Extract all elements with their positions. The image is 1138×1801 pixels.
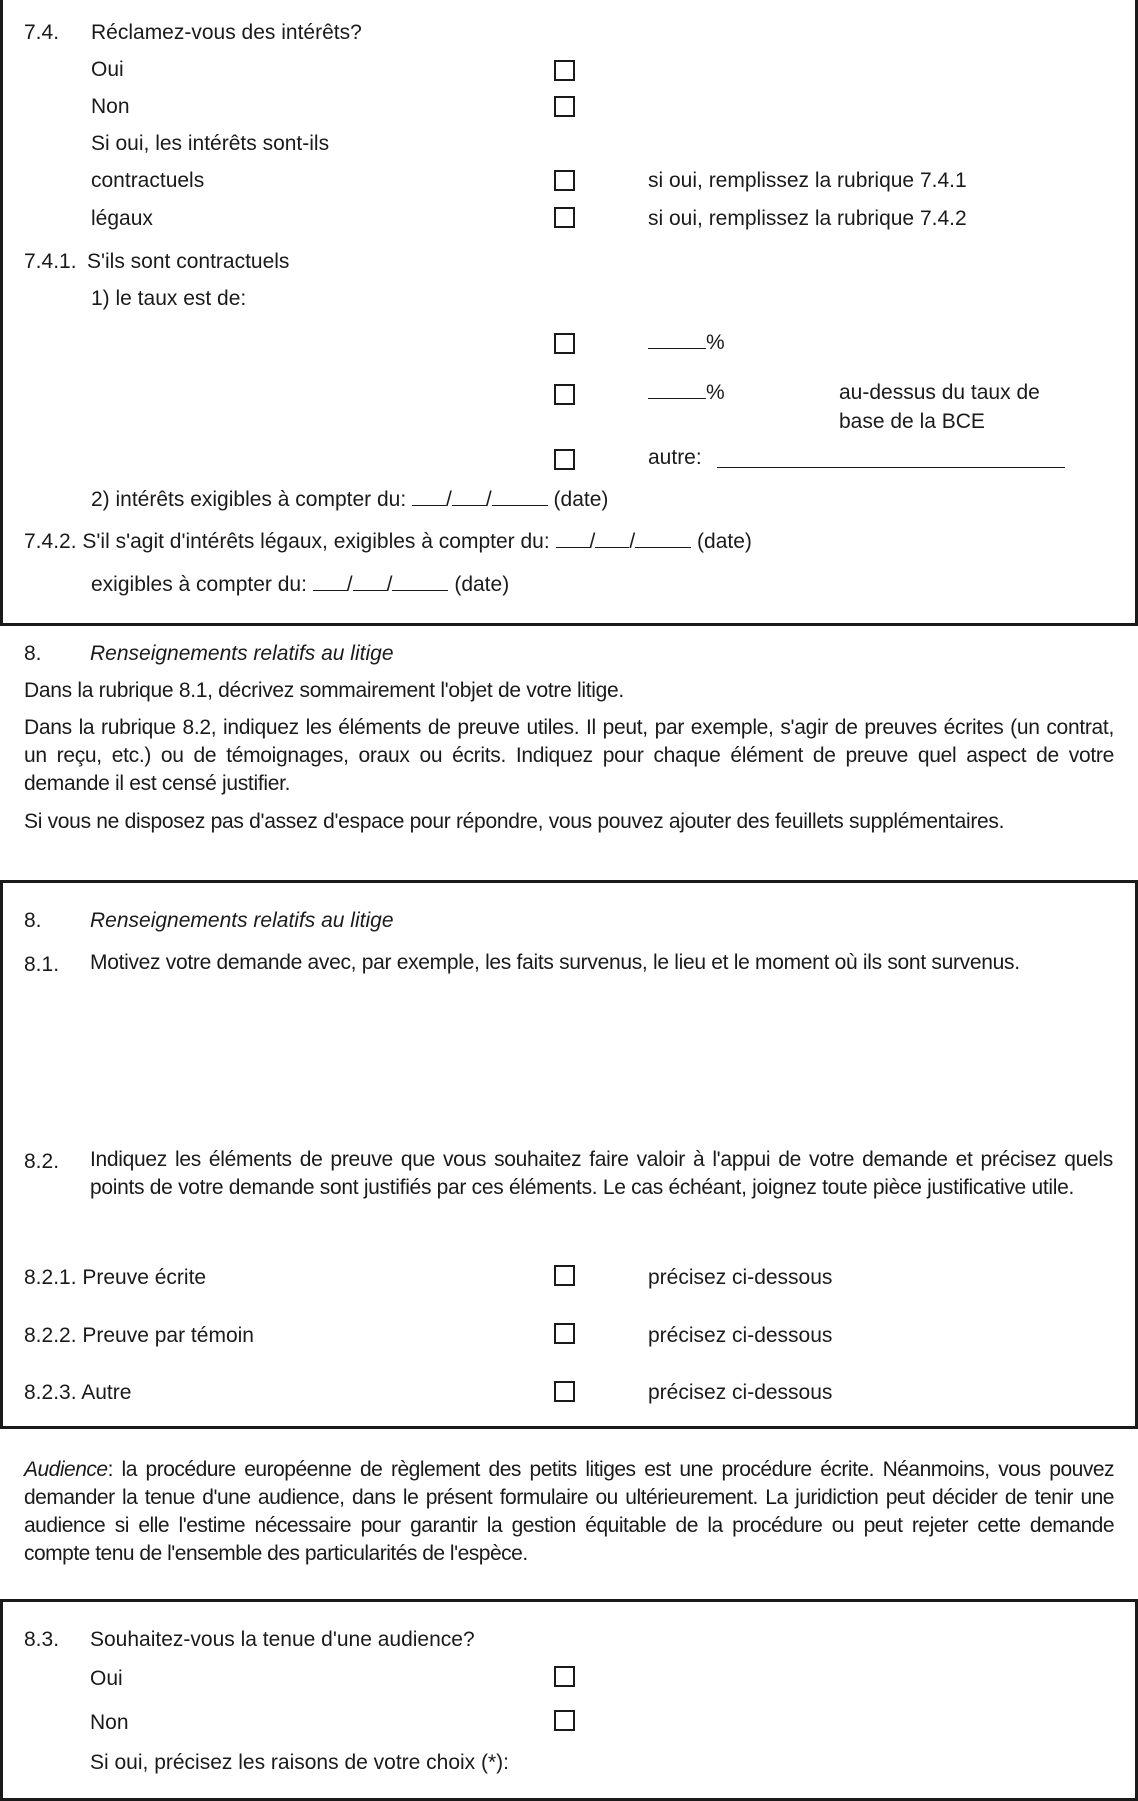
legal-checkbox[interactable] (554, 207, 575, 228)
rate-other-input[interactable] (717, 449, 1065, 468)
hearing-no-label: Non (90, 1711, 129, 1734)
instructions-paragraph-1: Dans la rubrique 8.1, décrivez sommairement l'objet de votre litige. (24, 679, 624, 702)
interest-yes-checkbox[interactable] (554, 60, 575, 81)
hearing-section-box (0, 1599, 1138, 1801)
hearing-yes-checkbox[interactable] (554, 1666, 575, 1687)
interest-question: Réclamez-vous des intérêts? (91, 21, 362, 44)
evidence-written-label: 8.2.1. Preuve écrite (24, 1266, 207, 1289)
rate-above-ecb-input[interactable] (648, 380, 706, 399)
evidence-witness-checkbox[interactable] (554, 1323, 575, 1344)
hearing-question: Souhaitez-vous la tenue d'une audience? (90, 1628, 475, 1651)
contractual-checkbox[interactable] (554, 170, 575, 191)
evidence-other-note: précisez ci-dessous (648, 1381, 833, 1404)
instructions-paragraph-3: Si vous ne disposez pas d'assez d'espace pour répondre, vous pouvez ajouter des feuillets supplémentaires. (24, 810, 1005, 833)
legal-interest-row: 7.4.2. S'il s'agit d'intérêts légaux, exigibles à compter du: / / (date) (24, 530, 752, 553)
contractual-title: S'ils sont contractuels (87, 250, 290, 273)
due-month-input[interactable] (452, 487, 486, 506)
instructions-section-number: 8. (24, 642, 42, 665)
evidence-witness-label: 8.2.2. Preuve par témoin (24, 1324, 254, 1347)
evidence-other-label: 8.2.3. Autre (24, 1381, 132, 1404)
subsection-8-1-answer-area[interactable] (90, 1013, 1113, 1123)
subsection-number: 8.3. (24, 1628, 60, 1651)
due-year-input[interactable] (492, 487, 548, 506)
rate-other-checkbox[interactable] (554, 449, 575, 470)
due-from-row: 2) intérêts exigibles à compter du: / / (date) (91, 488, 609, 511)
interest-section-box (0, 0, 1138, 626)
legal2-day-input[interactable] (313, 572, 347, 591)
contractual-note: si oui, remplissez la rubrique 7.4.1 (648, 169, 967, 192)
above-ecb-label-line1: au-dessus du taux de (839, 381, 1040, 404)
evidence-written-note: précisez ci-dessous (648, 1266, 833, 1289)
due-day-input[interactable] (412, 487, 446, 506)
interest-type-label: Si oui, les intérêts sont-ils (91, 132, 330, 155)
legal-month-input[interactable] (595, 529, 629, 548)
above-ecb-label-line2: base de la BCE (839, 410, 985, 433)
hearing-reasons-label: Si oui, précisez les raisons de votre choix (*): (90, 1751, 510, 1774)
interest-yes-label: Oui (91, 58, 124, 81)
legal-year-input[interactable] (635, 529, 691, 548)
evidence-witness-note: précisez ci-dessous (648, 1324, 833, 1347)
audience-info-text: : la procédure européenne de règlement des petits litiges est une procédure écrite. Néanmoins, vous pouvez demander la tenue d'une audience, dans le présent formulaire ou ultérieurement. La juridiction peut décider de tenir une audience si elle l'estime nécessaire pour garantir la gestion équitable de la procédure ou peut rejeter cette demande compte tenu de l'ensemble des particularités de l'espèce. (24, 1458, 1114, 1565)
rate-above-ecb-checkbox[interactable] (554, 384, 575, 405)
interest-no-label: Non (91, 95, 130, 118)
legal-label: légaux (91, 207, 153, 230)
audience-info-lead: Audience (24, 1458, 108, 1481)
subsection-8-2-text: Indiquez les éléments de preuve que vous souhaitez faire valoir à l'appui de votre demande et précisez quels points de votre demande sont justifiés par ces éléments. Le cas échéant, joignez toute pièce justificative utile. (90, 1148, 1113, 1199)
hearing-yes-label: Oui (90, 1667, 123, 1690)
evidence-other-checkbox[interactable] (554, 1381, 575, 1402)
legal2-year-input[interactable] (392, 572, 448, 591)
section-title: Renseignements relatifs au litige (90, 909, 394, 932)
subsection-number: 7.4.1. (24, 250, 77, 273)
rate-other-label: autre: (648, 446, 702, 469)
rate-above-ecb-field: % (648, 380, 725, 406)
evidence-written-checkbox[interactable] (554, 1265, 575, 1286)
dispute-section-box (0, 880, 1138, 1429)
contractual-label: contractuels (91, 169, 205, 192)
subsection-8-1-text: Motivez votre demande avec, par exemple, les faits survenus, le lieu et le moment où ils sont survenus. (90, 951, 1020, 974)
audience-info-paragraph (24, 1456, 1114, 1568)
interest-no-checkbox[interactable] (554, 96, 575, 117)
rate-percent-field: % (648, 330, 725, 356)
rate-percent-checkbox[interactable] (554, 333, 575, 354)
section-number: 7.4. (24, 21, 60, 44)
instructions-section-title: Renseignements relatifs au litige (90, 642, 394, 665)
rate-label: 1) le taux est de: (91, 287, 247, 310)
section-number: 8. (24, 909, 42, 932)
legal-interest-second-row: exigibles à compter du: / / (date) (91, 573, 510, 596)
legal2-month-input[interactable] (353, 572, 387, 591)
rate-percent-input[interactable] (648, 330, 706, 349)
instructions-paragraph-2: Dans la rubrique 8.2, indiquez les éléments de preuve utiles. Il peut, par exemple, s'agir de preuves écrites (un contrat, un reçu, etc.) ou de témoignages, oraux ou écrits. Indiquez pour chaque élément de preuve quel aspect de votre demande il est censé justifier. (24, 716, 1114, 795)
hearing-no-checkbox[interactable] (554, 1710, 575, 1731)
legal-day-input[interactable] (556, 529, 590, 548)
legal-note: si oui, remplissez la rubrique 7.4.2 (648, 207, 967, 230)
subsection-8-1-number: 8.1. (24, 953, 60, 976)
subsection-8-2-number: 8.2. (24, 1150, 60, 1173)
